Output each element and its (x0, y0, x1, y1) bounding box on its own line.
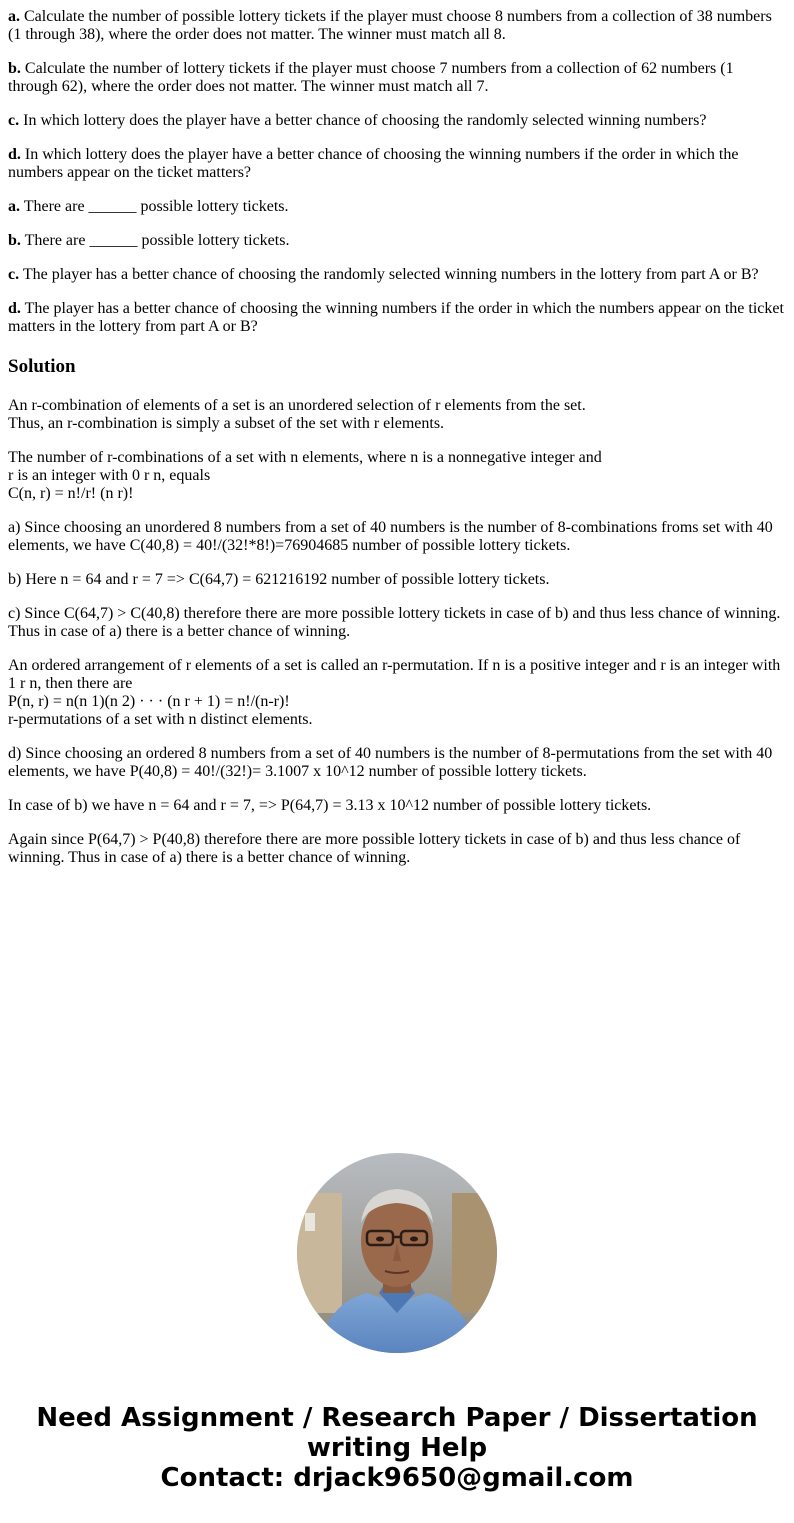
answer-c-text: The player has a better chance of choosing the randomly selected winning numbers in the lottery from part A or B? (22, 266, 759, 283)
solution-p2-line3: C(n, r) = n!/r! (n r)! (8, 485, 134, 502)
solution-p1-line1: An r-combination of elements of a set is an unordered selection of r elements from the set. (8, 397, 586, 414)
answer-b-text: There are ______ possible lottery tickets. (24, 232, 290, 249)
solution-p2-line2: r is an integer with 0 r n, equals (8, 467, 211, 484)
solution-p6-line1: An ordered arrangement of r elements of a set is called an r-permutation. If n is a positive integer and r is an integer with 1 r n, then there are (8, 657, 781, 692)
question-a (8, 8, 786, 44)
answer-c-label: c. (8, 266, 20, 283)
question-c-text: In which lottery does the player have a better chance of choosing the randomly selected winning numbers? (23, 112, 707, 129)
solution-case-b-permutation: In case of b) we have n = 64 and r = 7, => P(64,7) = 3.13 x 10^12 number of possible lottery tickets. (8, 797, 652, 814)
answer-a (8, 198, 786, 216)
contact-banner-line2: writing Help (306, 1433, 488, 1463)
answer-c (8, 266, 786, 284)
question-c-label: c. (8, 112, 20, 129)
solution-part-a: a) Since choosing an unordered 8 numbers from a set of 40 numbers is the number of 8-combinations froms set with 40 elements, we have C(40,8) = 40!/(32!*8!)=76904685 number of possible lottery tickets. (8, 519, 773, 554)
answer-a-text: There are ______ possible lottery tickets. (23, 198, 289, 215)
answer-b-label: b. (8, 232, 21, 249)
question-d (8, 146, 786, 182)
author-portrait-image (297, 1153, 497, 1353)
contact-banner-line3: Contact: drjack9650@gmail.com (160, 1463, 634, 1493)
question-c (8, 112, 786, 130)
question-b-label: b. (8, 60, 21, 77)
question-a-text: Calculate the number of possible lottery tickets if the player must choose 8 numbers from a collection of 38 numbers (1 through 38), where the order does not matter. The winner must match all 8. (8, 8, 772, 43)
contact-banner-line1: Need Assignment / Research Paper / Dissertation (36, 1403, 758, 1433)
question-a-label: a. (8, 8, 20, 25)
answer-d-text: The player has a better chance of choosing the winning numbers if the order in which the numbers appear on the ticket matters in the lottery from part A or B? (8, 300, 784, 335)
solution-conclusion: Again since P(64,7) > P(40,8) therefore there are more possible lottery tickets in case of b) and thus less chance of winning. Thus in case of a) there is a better chance of winning. (8, 831, 741, 866)
solution-part-b: b) Here n = 64 and r = 7 => C(64,7) = 621216192 number of possible lottery tickets. (8, 571, 550, 588)
solution-part-c: c) Since C(64,7) > C(40,8) therefore there are more possible lottery tickets in case of b) and thus less chance of winning. Thus in case of a) there is a better chance of winning. (8, 605, 781, 640)
answer-d-label: d. (8, 300, 21, 317)
author-avatar (297, 1153, 497, 1353)
solution-heading: Solution (8, 356, 76, 377)
solution-combination-definition (8, 397, 786, 433)
question-b-text: Calculate the number of lottery tickets if the player must choose 7 numbers from a collection of 62 numbers (1 through 62), where the order does not matter. The winner must match all 7. (8, 60, 734, 95)
question-d-text: In which lottery does the player have a better chance of choosing the winning numbers if the order in which the numbers appear on the ticket matters? (8, 146, 739, 181)
solution-p6-line3: r-permutations of a set with n distinct elements. (8, 711, 313, 728)
answer-d (8, 300, 786, 336)
question-b (8, 60, 786, 96)
question-d-label: d. (8, 146, 21, 163)
answer-b (8, 232, 786, 250)
solution-part-d: d) Since choosing an ordered 8 numbers from a set of 40 numbers is the number of 8-permutations from the set with 40 elements, we have P(40,8) = 40!/(32!)= 3.1007 x 10^12 number of possible lottery tickets. (8, 745, 773, 780)
solution-combination-formula (8, 449, 786, 503)
document-body (8, 8, 786, 883)
solution-p2-line1: The number of r-combinations of a set with n elements, where n is a nonnegative integer and (8, 449, 602, 466)
answer-a-label: a. (8, 198, 20, 215)
contact-banner (0, 1403, 794, 1493)
solution-p1-line2: Thus, an r-combination is simply a subset of the set with r elements. (8, 415, 445, 432)
solution-permutation-definition (8, 657, 786, 729)
solution-p6-line2: P(n, r) = n(n 1)(n 2) · · · (n r + 1) = n!/(n-r)! (8, 693, 290, 710)
